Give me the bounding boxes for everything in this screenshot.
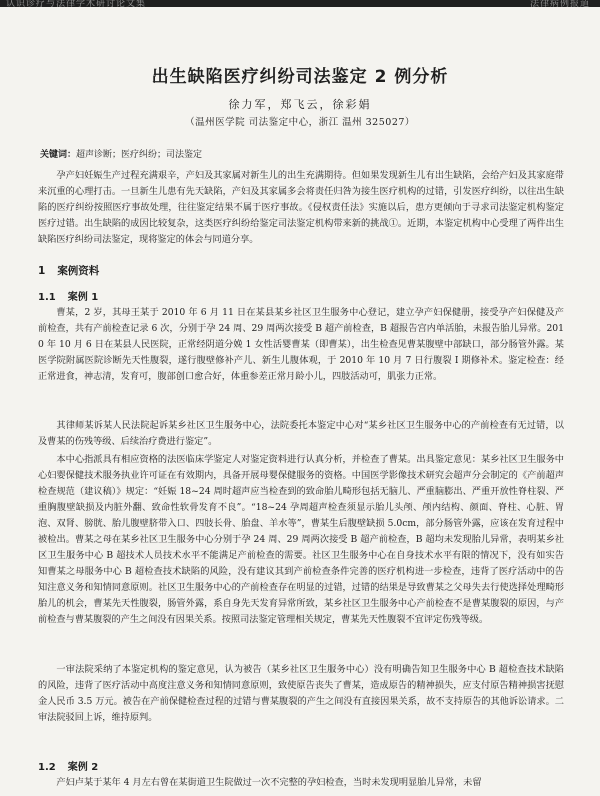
paper-title: 出生缺陷医疗纠纷司法鉴定 2 例分析 — [151, 67, 449, 87]
running-header-right: 法律病例报道 — [529, 0, 590, 9]
running-header-left: 认识诊疗与法律学术研讨论文集 — [6, 0, 147, 9]
case-1-paragraph-3: 本中心指派具有相应资格的法医临床学鉴定人对鉴定资料进行认真分析，并检查了曹某。出具鉴定意见：某乡社区卫生服务中心妇婴保健技术服务执业许可证在有效期内，具备开展母婴保健服务的资格。中国医学影像技术研究会超声分会制定的《产前超声检查规范（建议稿）》规定：“妊娠 18~24 周时超声应当检查到的致命胎儿畸形包括无脑儿、严重脑膨出、严重开放性脊柱裂、严重胸腹壁缺损及内脏外翻、致命性软骨发育不良”。“18~24 孕周超声检查须显示胎儿头颅、颅内结构、颜面、脊柱、心脏、胃泡、双肾、膀胱、胎儿腹壁脐带入口、四肢长骨、胎盘、羊水等”，曹某生后腹壁缺损 5.0cm，部分肠管外露，应该在发育过程中被检出。曹某之母在某乡社区卫生服务中心分别于孕 24 周、29 周两次接受 B 超产前检查，B 超均未发现胎儿异常，表明某乡社区卫生服务中心 B 超技术人员技术水平不能满足产前检查的需要。社区卫生服务中心在自身技术水平有限的情况下，没有如实告知曹某之母服务中心 B 超检查技术缺陷的风险，没有建议其到产前检查条件完善的医疗机构进一步检查，违背了医疗活动中的告知注意义务和知情同意原则。社区卫生服务中心的产前检查存在明显的过错，过错的结果是导致曹某之父母失去行使选择处理畸形胎儿的机会，曹某先天性腹裂，肠管外露，系自身先天发育异常所致，某乡社区卫生服务中心产前检查不是曹某腹裂的原因，与产前检查与曹某腹裂的产生之间没有因果关系。按照司法鉴定管理相关规定，曹某先天性腹裂不宜评定伤残等级。 — [38, 454, 564, 625]
section-1-heading — [38, 263, 99, 278]
keywords-line — [40, 147, 560, 160]
case-2-title: 案例 2 — [67, 762, 99, 773]
keywords-label: 关键词： — [40, 150, 77, 160]
keywords-text: 超声诊断；医疗纠纷；司法鉴定 — [76, 150, 203, 160]
case-2-heading — [38, 758, 98, 773]
intro-paragraph: 孕产妇妊娠生产过程充满艰辛，产妇及其家属对新生儿的出生充满期待。但如果发现新生儿有出生缺陷，会给产妇及其家庭带来沉重的心理打击。一旦新生儿患有先天缺陷，产妇及其家属多会将责任归咎为接生医疗机构的过错，引发医疗纠纷，以往出生缺陷的医疗纠纷按照医疗事故处理，往往鉴定结果不属于医疗事故。《侵权责任法》实施以后，患方更倾向于寻求司法鉴定机构鉴定医疗过错。出生缺陷的成因比较复杂，这类医疗纠纷给鉴定司法鉴定机构带来新的挑战①。近期，本鉴定机构中心受理了两件出生缺陷医疗纠纷司法鉴定，现将鉴定的体会与同道分享。 — [38, 170, 564, 245]
section-1-number: 1 — [38, 265, 46, 277]
case-1-paragraph-2: 其律师某诉某人民法院起诉某乡社区卫生服务中心，法院委托本鉴定中心对“某乡社区卫生服务中心的产前检查有无过错，以及曹某的伤残等级、后续治疗费进行鉴定”。 — [38, 420, 564, 447]
case-1-paragraph-1: 曹某，2 岁，其母王某于 2010 年 6 月 11 日在某县某乡社区卫生服务中心登记，建立孕产妇保健册，接受孕产妇保健及产前检查，共有产前检查记录 6 次，分别于孕 24 周、29 周两次接受 B 超产前检查，B 超报告宫内单活胎，未报告胎儿异常。2010 年 10 月 6 日在某县人民医院，正常经阴道分娩 1 女性活婴曹某（即曹某），出生检查见曹某腹壁中部缺口，部分肠管外露。某医学院附属医院诊断先天性腹裂，遂行腹壁修补产儿、新生儿腹体观，于 2010 年 10 月 7 日行腹裂 I 期修补术。鉴定检查：经正常进食，神志清，发育可，腹部创口愈合好，体重参差正常月龄小儿，四肢活动可，肌张力正常。 — [38, 307, 564, 382]
paper-authors: 徐力军，郑飞云，徐彩娟 — [228, 98, 372, 111]
case-1-paragraph-4: 一审法院采纳了本鉴定机构的鉴定意见，认为被告（某乡社区卫生服务中心）没有明确告知卫生服务中心 B 超检查技术缺陷的风险，违背了医疗活动中高度注意义务和知情同意原则，致使原告丧失了曹某，造成原告的精神损失，应支付原告精神损害抚慰金人民币 3.5 万元。被告在产前保健检查过程的过错与曹某腹裂的产生之间没有直接因果关系，故不支持原告的其他诉讼请求。二审法院驳回上诉，维持原判。 — [38, 664, 564, 723]
case-1-number: 1.1 — [38, 292, 56, 303]
section-1-title: 案例资料 — [57, 265, 100, 277]
paper-affiliation: （温州医学院 司法鉴定中心，浙江 温州 325027） — [185, 117, 415, 128]
case-1-heading — [38, 288, 98, 303]
case-2-number: 1.2 — [38, 762, 56, 773]
case-2-paragraph-1: 产妇卢某于某年 4 月左右曾在某街道卫生院做过一次不完整的孕妇检查，当时未发现明显胎儿异常，未留 — [56, 777, 482, 788]
case-1-title: 案例 1 — [67, 292, 99, 303]
